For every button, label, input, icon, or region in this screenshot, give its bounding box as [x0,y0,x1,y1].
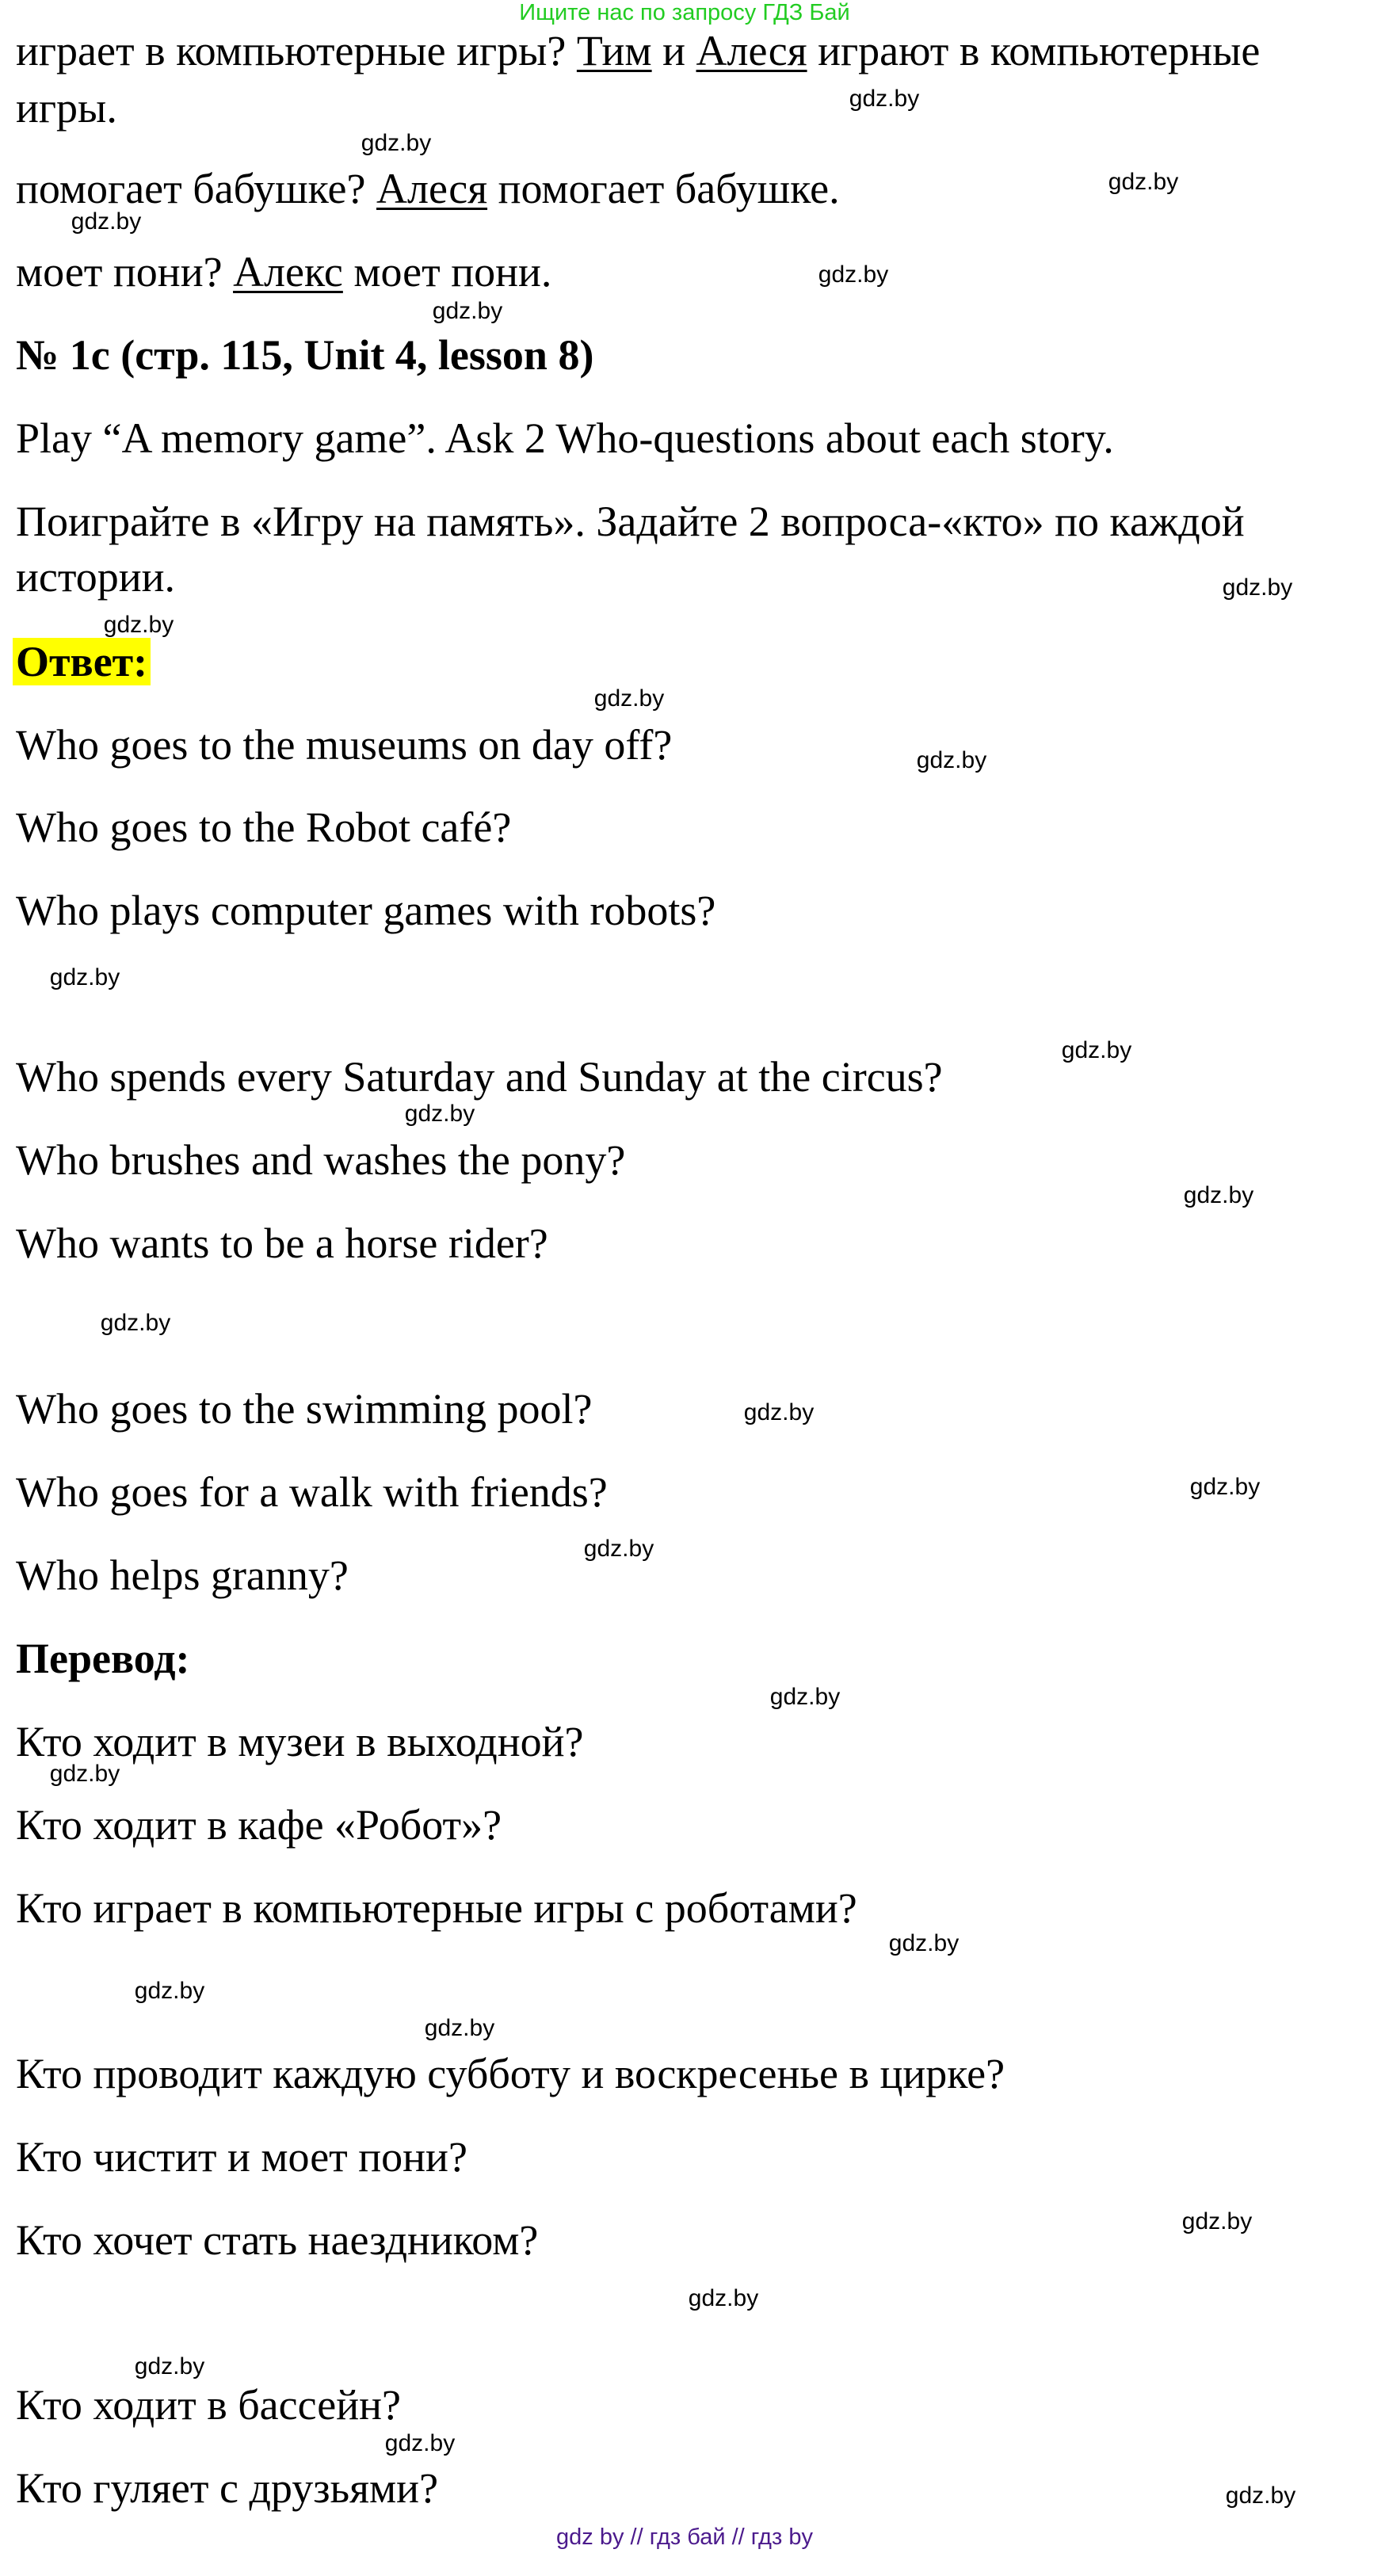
watermark: gdz.by [1189,1474,1261,1500]
previous-answer-line-3 [16,246,551,297]
previous-answer-line-1-cont: игры. [16,84,117,132]
search-banner[interactable]: Ищите нас по запросу ГДЗ Бай [519,0,850,25]
translation-question: Кто проводит каждую субботу и воскресенье в цирке? [16,2050,1005,2097]
watermark: gdz.by [404,1101,475,1127]
instruction-en: Play “A memory game”. Ask 2 Who-questions about each story. [16,414,1114,462]
underlined-name: Алеся [696,27,807,74]
answer-question: Who helps granny? [16,1551,349,1599]
underlined-name: Алеся [376,165,488,212]
instruction-ru: Поиграйте в «Игру на память». Задайте 2 вопроса-«кто» по каждой [16,498,1245,545]
translation-question: Кто ходит в кафе «Робот»? [16,1801,502,1849]
translation-question: Кто чистит и моет пони? [16,2133,467,2181]
translation-question: Кто играет в компьютерные игры с роботами? [16,1884,857,1932]
underlined-name: Алекс [233,248,343,296]
watermark: gdz.by [688,2285,759,2311]
watermark: gdz.by [424,2015,495,2041]
answer-question: Who brushes and washes the pony? [16,1136,626,1184]
watermark: gdz.by [849,86,920,112]
translation-question: Кто ходит в бассейн? [16,2381,401,2429]
answer-question: Who plays computer games with robots? [16,887,716,934]
watermark: gdz.by [888,1930,960,1956]
answer-question: Who goes to the Robot café? [16,803,512,851]
translation-question: Кто гуляет с друзьями? [16,2464,439,2512]
previous-answer-line-2 [16,163,840,214]
text: моет пони. [342,248,552,296]
watermark: gdz.by [1061,1037,1132,1063]
watermark: gdz.by [361,130,432,156]
watermark: gdz.by [1108,169,1179,195]
watermark: gdz.by [384,2430,456,2456]
watermark: gdz.by [593,685,665,712]
watermark: gdz.by [1183,1182,1254,1208]
watermark: gdz.by [100,1310,171,1336]
watermark: gdz.by [134,2353,205,2379]
text: играет в компьютерные игры? [16,27,577,74]
answer-question: Who wants to be a horse rider? [16,1219,548,1267]
translation-label: Перевод: [16,1635,190,1682]
watermark: gdz.by [583,1536,654,1562]
watermark: gdz.by [769,1684,841,1710]
text: моет пони? [16,248,234,296]
watermark: gdz.by [743,1399,815,1425]
text: помогает бабушке. [487,165,840,212]
watermark: gdz.by [916,747,987,773]
answer-question: Who goes to the museums on day off? [16,721,673,769]
answer-question: Who spends every Saturday and Sunday at the circus? [16,1053,943,1101]
watermark: gdz.by [818,261,889,288]
watermark: gdz.by [432,298,503,324]
watermark: gdz.by [103,612,174,638]
answer-question: Who goes for a walk with friends? [16,1468,608,1516]
underlined-name: Тим [576,27,652,74]
watermark: gdz.by [1181,2208,1253,2234]
watermark: gdz.by [71,208,142,235]
answer-label: Ответ: [13,638,151,685]
translation-question: Кто хочет стать наездником? [16,2216,539,2264]
watermark: gdz.by [49,1761,120,1787]
previous-answer-line-1 [16,25,1260,76]
watermark: gdz.by [134,1978,205,2004]
task-title: № 1c (стр. 115, Unit 4, lesson 8) [16,331,594,379]
watermark: gdz.by [1225,2483,1296,2509]
translation-question: Кто ходит в музеи в выходной? [16,1718,584,1765]
text: играют в компьютерные [807,27,1261,74]
instruction-ru-cont: истории. [16,553,176,601]
footer-links[interactable]: gdz by // гдз бай // гдз by [556,2524,813,2550]
watermark: gdz.by [49,964,120,990]
text: и [651,27,696,74]
watermark: gdz.by [1222,574,1293,601]
text: помогает бабушке? [16,165,376,212]
answer-question: Who goes to the swimming pool? [16,1385,593,1433]
